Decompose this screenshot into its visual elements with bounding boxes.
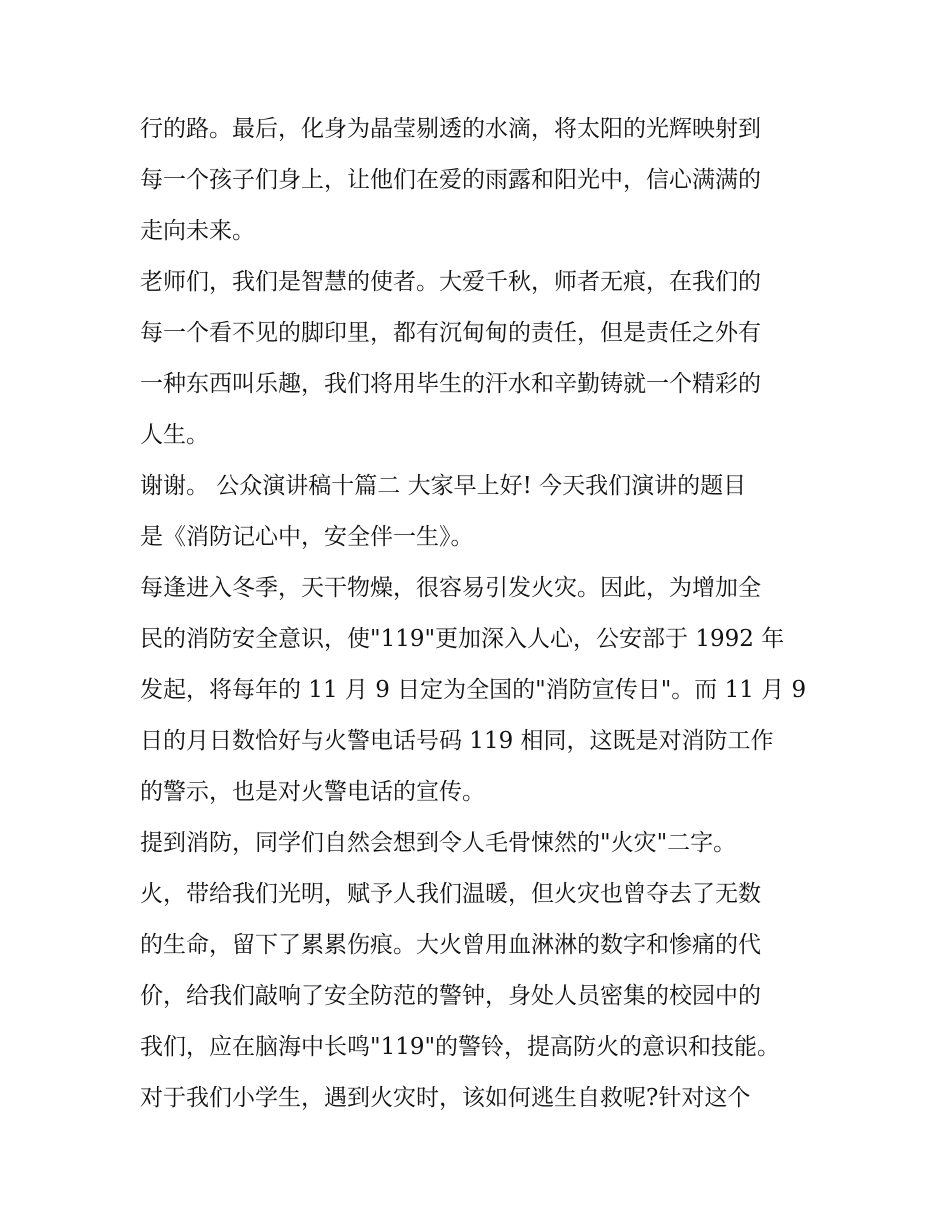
body-text <box>140 104 820 1124</box>
text-line: 走向未来。 <box>140 218 255 244</box>
text-line: 对于我们小学生，遇到火灾时，该如何逃生自救呢?针对这个 <box>140 1085 751 1111</box>
text-line: 是《消防记心中，安全伴一生》。 <box>140 524 474 550</box>
text-line: 每逢进入冬季，天干物燥，很容易引发火灾。因此，为增加全 <box>140 575 761 601</box>
text-line: 老师们，我们是智慧的使者。大爱千秋，师者无痕，在我们的 <box>140 269 761 295</box>
text-line: 日的月日数恰好与火警电话号码 119 相同，这既是对消防工作 <box>140 728 774 754</box>
text-line: 民的消防安全意识，使"119"更加深入人心，公安部于 1992 年 <box>140 626 785 652</box>
text-line: 的警示，也是对火警电话的宣传。 <box>140 779 485 805</box>
text-line: 我们，应在脑海中长鸣"119"的警铃，提高防火的意识和技能。 <box>140 1034 781 1060</box>
text-line: 一种东西叫乐趣，我们将用毕生的汗水和辛勤铸就一个精彩的 <box>140 371 761 397</box>
text-line: 行的路。最后，化身为晶莹剔透的水滴，将太阳的光辉映射到 <box>140 116 761 142</box>
text-line: 火，带给我们光明，赋予人我们温暖，但火灾也曾夺去了无数 <box>140 881 761 907</box>
text-line: 每一个看不见的脚印里，都有沉甸甸的责任，但是责任之外有 <box>140 320 761 346</box>
text-line: 的生命，留下了累累伤痕。大火曾用血淋淋的数字和惨痛的代 <box>140 932 761 958</box>
text-line: 每一个孩子们身上，让他们在爱的雨露和阳光中，信心满满的 <box>140 167 761 193</box>
text-line: 价，给我们敲响了安全防范的警钟，身处人员密集的校园中的 <box>140 983 761 1009</box>
text-line: 人生。 <box>140 422 209 448</box>
text-line: 谢谢。 公众演讲稿十篇二 大家早上好! 今天我们演讲的题目 <box>140 473 747 499</box>
text-line: 发起，将每年的 11 月 9 日定为全国的"消防宣传日"。而 11 月 9 <box>140 677 807 703</box>
text-line: 提到消防，同学们自然会想到令人毛骨悚然的"火灾"二字。 <box>140 830 737 856</box>
